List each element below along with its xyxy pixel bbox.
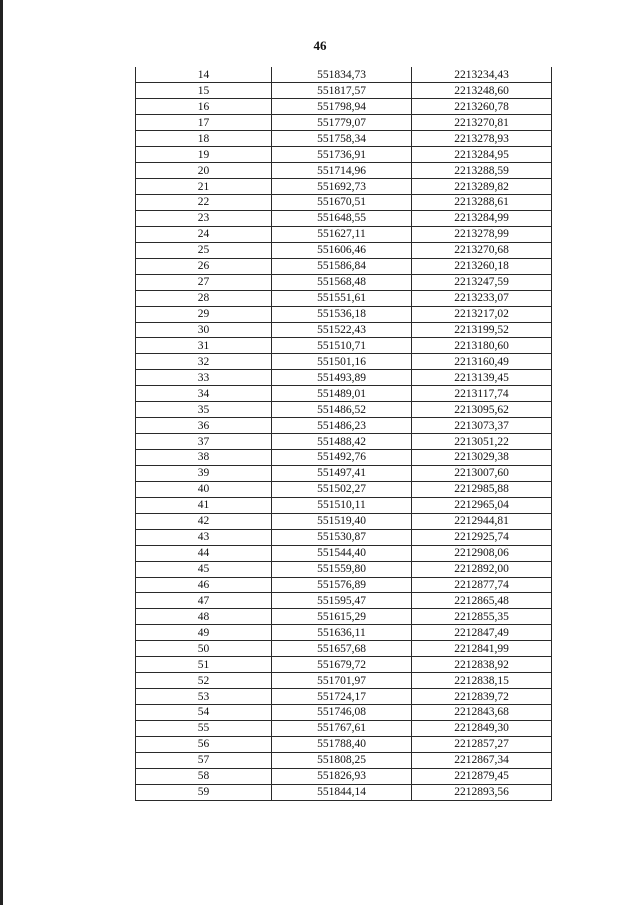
y-coordinate-cell: 2212865,48: [412, 593, 552, 609]
point-number-cell: 34: [136, 386, 272, 402]
point-number-cell: 59: [136, 784, 272, 800]
y-coordinate-cell: 2212965,04: [412, 497, 552, 513]
point-number-cell: 42: [136, 513, 272, 529]
y-coordinate-cell: 2213260,18: [412, 258, 552, 274]
y-coordinate-cell: 2213284,99: [412, 210, 552, 226]
x-coordinate-cell: 551657,68: [272, 641, 412, 657]
x-coordinate-cell: 551586,84: [272, 258, 412, 274]
table-row: [136, 657, 552, 673]
table-row: [136, 577, 552, 593]
point-number-cell: 45: [136, 561, 272, 577]
point-number-cell: 33: [136, 370, 272, 386]
y-coordinate-cell: 2213260,78: [412, 99, 552, 115]
point-number-cell: 40: [136, 481, 272, 497]
y-coordinate-cell: 2212843,68: [412, 705, 552, 721]
point-number-cell: 55: [136, 720, 272, 736]
y-coordinate-cell: 2212867,34: [412, 752, 552, 768]
table-row: [136, 784, 552, 800]
table-row: [136, 768, 552, 784]
x-coordinate-cell: 551530,87: [272, 529, 412, 545]
x-coordinate-cell: 551788,40: [272, 736, 412, 752]
x-coordinate-cell: 551497,41: [272, 465, 412, 481]
y-coordinate-cell: 2212838,92: [412, 657, 552, 673]
y-coordinate-cell: 2213248,60: [412, 83, 552, 99]
x-coordinate-cell: 551492,76: [272, 450, 412, 466]
y-coordinate-cell: 2212944,81: [412, 513, 552, 529]
y-coordinate-cell: 2213073,37: [412, 418, 552, 434]
table-row: [136, 195, 552, 211]
x-coordinate-cell: 551576,89: [272, 577, 412, 593]
y-coordinate-cell: 2212879,45: [412, 768, 552, 784]
y-coordinate-cell: 2212847,49: [412, 625, 552, 641]
x-coordinate-cell: 551758,34: [272, 131, 412, 147]
y-coordinate-cell: 2213278,99: [412, 226, 552, 242]
table-row: [136, 497, 552, 513]
table-row: [136, 67, 552, 83]
table-row: [136, 163, 552, 179]
x-coordinate-cell: 551648,55: [272, 210, 412, 226]
table-row: [136, 354, 552, 370]
y-coordinate-cell: 2213289,82: [412, 179, 552, 195]
x-coordinate-cell: 551493,89: [272, 370, 412, 386]
point-number-cell: 23: [136, 210, 272, 226]
table-row: [136, 481, 552, 497]
point-number-cell: 29: [136, 306, 272, 322]
table-row: [136, 641, 552, 657]
y-coordinate-cell: 2213051,22: [412, 434, 552, 450]
point-number-cell: 25: [136, 242, 272, 258]
coordinates-table-body: [136, 67, 552, 800]
x-coordinate-cell: 551808,25: [272, 752, 412, 768]
point-number-cell: 32: [136, 354, 272, 370]
x-coordinate-cell: 551536,18: [272, 306, 412, 322]
y-coordinate-cell: 2212855,35: [412, 609, 552, 625]
y-coordinate-cell: 2213117,74: [412, 386, 552, 402]
y-coordinate-cell: 2213247,59: [412, 274, 552, 290]
x-coordinate-cell: 551488,42: [272, 434, 412, 450]
point-number-cell: 19: [136, 147, 272, 163]
table-row: [136, 242, 552, 258]
table-row: [136, 210, 552, 226]
y-coordinate-cell: 2213234,43: [412, 67, 552, 83]
y-coordinate-cell: 2212841,99: [412, 641, 552, 657]
point-number-cell: 18: [136, 131, 272, 147]
x-coordinate-cell: 551501,16: [272, 354, 412, 370]
x-coordinate-cell: 551714,96: [272, 163, 412, 179]
y-coordinate-cell: 2212892,00: [412, 561, 552, 577]
point-number-cell: 46: [136, 577, 272, 593]
table-row: [136, 83, 552, 99]
x-coordinate-cell: 551615,29: [272, 609, 412, 625]
table-row: [136, 434, 552, 450]
x-coordinate-cell: 551568,48: [272, 274, 412, 290]
x-coordinate-cell: 551510,11: [272, 497, 412, 513]
y-coordinate-cell: 2212839,72: [412, 689, 552, 705]
y-coordinate-cell: 2212985,88: [412, 481, 552, 497]
point-number-cell: 43: [136, 529, 272, 545]
table-row: [136, 450, 552, 466]
table-row: [136, 736, 552, 752]
x-coordinate-cell: 551746,08: [272, 705, 412, 721]
x-coordinate-cell: 551798,94: [272, 99, 412, 115]
y-coordinate-cell: 2212838,15: [412, 673, 552, 689]
x-coordinate-cell: 551834,73: [272, 67, 412, 83]
x-coordinate-cell: 551502,27: [272, 481, 412, 497]
table-row: [136, 418, 552, 434]
x-coordinate-cell: 551627,11: [272, 226, 412, 242]
table-row: [136, 752, 552, 768]
table-row: [136, 338, 552, 354]
x-coordinate-cell: 551679,72: [272, 657, 412, 673]
x-coordinate-cell: 551670,51: [272, 195, 412, 211]
x-coordinate-cell: 551701,97: [272, 673, 412, 689]
table-row: [136, 274, 552, 290]
point-number-cell: 44: [136, 545, 272, 561]
x-coordinate-cell: 551606,46: [272, 242, 412, 258]
x-coordinate-cell: 551844,14: [272, 784, 412, 800]
y-coordinate-cell: 2213270,81: [412, 115, 552, 131]
point-number-cell: 24: [136, 226, 272, 242]
point-number-cell: 41: [136, 497, 272, 513]
table-row: [136, 99, 552, 115]
table-row: [136, 115, 552, 131]
y-coordinate-cell: 2212877,74: [412, 577, 552, 593]
page-number: 46: [313, 38, 327, 53]
y-coordinate-cell: 2213288,61: [412, 195, 552, 211]
y-coordinate-cell: 2212925,74: [412, 529, 552, 545]
x-coordinate-cell: 551817,57: [272, 83, 412, 99]
table-row: [136, 561, 552, 577]
point-number-cell: 30: [136, 322, 272, 338]
point-number-cell: 52: [136, 673, 272, 689]
point-number-cell: 53: [136, 689, 272, 705]
table-row: [136, 179, 552, 195]
y-coordinate-cell: 2213139,45: [412, 370, 552, 386]
point-number-cell: 35: [136, 402, 272, 418]
x-coordinate-cell: 551636,11: [272, 625, 412, 641]
y-coordinate-cell: 2213278,93: [412, 131, 552, 147]
table-row: [136, 386, 552, 402]
point-number-cell: 56: [136, 736, 272, 752]
y-coordinate-cell: 2212893,56: [412, 784, 552, 800]
y-coordinate-cell: 2213029,38: [412, 450, 552, 466]
y-coordinate-cell: 2212849,30: [412, 720, 552, 736]
y-coordinate-cell: 2212908,06: [412, 545, 552, 561]
x-coordinate-cell: 551510,71: [272, 338, 412, 354]
x-coordinate-cell: 551486,52: [272, 402, 412, 418]
y-coordinate-cell: 2212857,27: [412, 736, 552, 752]
page-edge-shadow: [0, 0, 3, 905]
table-row: [136, 545, 552, 561]
point-number-cell: 51: [136, 657, 272, 673]
table-row: [136, 370, 552, 386]
point-number-cell: 20: [136, 163, 272, 179]
table-row: [136, 226, 552, 242]
point-number-cell: 21: [136, 179, 272, 195]
point-number-cell: 39: [136, 465, 272, 481]
table-row: [136, 465, 552, 481]
x-coordinate-cell: 551779,07: [272, 115, 412, 131]
y-coordinate-cell: 2213095,62: [412, 402, 552, 418]
table-row: [136, 609, 552, 625]
table-row: [136, 131, 552, 147]
table-row: [136, 513, 552, 529]
table-row: [136, 625, 552, 641]
table-row: [136, 147, 552, 163]
point-number-cell: 15: [136, 83, 272, 99]
y-coordinate-cell: 2213160,49: [412, 354, 552, 370]
point-number-cell: 14: [136, 67, 272, 83]
point-number-cell: 58: [136, 768, 272, 784]
x-coordinate-cell: 551767,61: [272, 720, 412, 736]
x-coordinate-cell: 551559,80: [272, 561, 412, 577]
table-row: [136, 306, 552, 322]
x-coordinate-cell: 551724,17: [272, 689, 412, 705]
x-coordinate-cell: 551595,47: [272, 593, 412, 609]
y-coordinate-cell: 2213217,02: [412, 306, 552, 322]
table-row: [136, 689, 552, 705]
table-row: [136, 402, 552, 418]
point-number-cell: 27: [136, 274, 272, 290]
x-coordinate-cell: 551486,23: [272, 418, 412, 434]
y-coordinate-cell: 2213288,59: [412, 163, 552, 179]
x-coordinate-cell: 551489,01: [272, 386, 412, 402]
point-number-cell: 47: [136, 593, 272, 609]
y-coordinate-cell: 2213233,07: [412, 290, 552, 306]
point-number-cell: 54: [136, 705, 272, 721]
x-coordinate-cell: 551544,40: [272, 545, 412, 561]
point-number-cell: 57: [136, 752, 272, 768]
y-coordinate-cell: 2213007,60: [412, 465, 552, 481]
point-number-cell: 48: [136, 609, 272, 625]
y-coordinate-cell: 2213199,52: [412, 322, 552, 338]
table-row: [136, 705, 552, 721]
y-coordinate-cell: 2213284,95: [412, 147, 552, 163]
point-number-cell: 26: [136, 258, 272, 274]
y-coordinate-cell: 2213270,68: [412, 242, 552, 258]
table-row: [136, 258, 552, 274]
point-number-cell: 22: [136, 195, 272, 211]
table-row: [136, 673, 552, 689]
x-coordinate-cell: 551522,43: [272, 322, 412, 338]
point-number-cell: 31: [136, 338, 272, 354]
point-number-cell: 16: [136, 99, 272, 115]
coordinates-table: [135, 67, 552, 801]
x-coordinate-cell: 551826,93: [272, 768, 412, 784]
x-coordinate-cell: 551736,91: [272, 147, 412, 163]
point-number-cell: 28: [136, 290, 272, 306]
table-row: [136, 322, 552, 338]
x-coordinate-cell: 551692,73: [272, 179, 412, 195]
table-row: [136, 593, 552, 609]
y-coordinate-cell: 2213180,60: [412, 338, 552, 354]
x-coordinate-cell: 551551,61: [272, 290, 412, 306]
point-number-cell: 49: [136, 625, 272, 641]
point-number-cell: 17: [136, 115, 272, 131]
table-row: [136, 290, 552, 306]
point-number-cell: 38: [136, 450, 272, 466]
point-number-cell: 37: [136, 434, 272, 450]
point-number-cell: 50: [136, 641, 272, 657]
point-number-cell: 36: [136, 418, 272, 434]
table-row: [136, 529, 552, 545]
table-row: [136, 720, 552, 736]
x-coordinate-cell: 551519,40: [272, 513, 412, 529]
